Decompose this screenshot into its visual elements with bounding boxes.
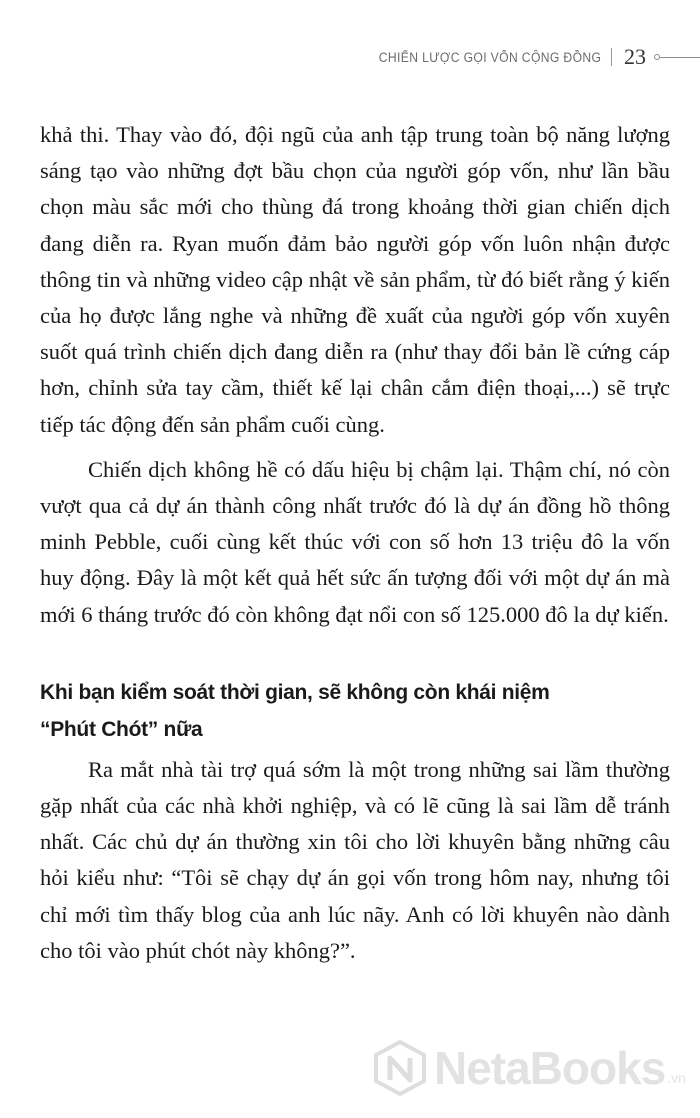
paragraph: Chiến dịch không hề có dấu hiệu bị chậm lại. Thậm chí, nó còn vượt qua cả dự án thành công nhất trước đó là dự án đồng hồ thông minh Pebble, cuối cùng kết thúc với con số hơn 13 triệu đô la vốn huy động. Đây là một kết quả hết sức ấn tượng đối với một dự án mà mới 6 tháng trước đó còn không đạt nổi con số 125.000 đô la dự kiến. xyxy=(40,456,670,627)
paragraph-continued: khả thi. Thay vào đó, đội ngũ của anh tập trung toàn bộ năng lượng sáng tạo vào những đợt bầu chọn của người góp vốn, như lần bầu chọn màu sắc mới cho thùng đá trong khoảng thời gian chiến dịch đang diễn ra. Ryan muốn đảm bảo người góp vốn luôn nhận được thông tin và những video cập nhật về sản phẩm, từ đó biết rằng ý kiến của họ được lắng nghe và những đề xuất của người góp vốn xuyên suốt quá trình chiến dịch đang diễn ra (như thay đổi bản lề cứng cáp hơn, chỉnh sửa tay cầm, thiết kế lại chân cắm điện thoại,...) sẽ trực tiếp tác động đến sản phẩm cuối cùng. xyxy=(40,122,670,437)
running-title: CHIẾN LƯỢC GỌI VỐN CỘNG ĐỒNG xyxy=(378,49,601,65)
watermark-brand: NetaBooks xyxy=(434,1042,666,1094)
page-body xyxy=(40,117,670,969)
section-heading-line-2: “Phút Chót” nữa xyxy=(40,717,203,741)
section-heading xyxy=(40,674,670,748)
header-ornament xyxy=(654,54,700,60)
section-paragraph: Ra mắt nhà tài trợ quá sớm là một trong những sai lầm thường gặp nhất của các nhà khởi nghiệp, và có lẽ cũng là sai lầm dễ tránh nhất. Các chủ dự án thường xin tôi cho lời khuyên bằng những câu hỏi kiểu như: “Tôi sẽ chạy dự án gọi vốn trong hôm nay, nhưng tôi chỉ mới tìm thấy blog của anh lúc nãy. Anh có lời khuyên nào dành cho tôi vào phút chót này không?”. xyxy=(40,756,670,963)
section-heading-line-1: Khi bạn kiểm soát thời gian, sẽ không còn khái niệm xyxy=(40,680,550,704)
netabooks-logo-icon xyxy=(372,1040,428,1096)
ornament-line xyxy=(660,57,700,58)
watermark-suffix: .vn xyxy=(667,1070,686,1086)
header-separator xyxy=(611,48,612,66)
page-number: 23 xyxy=(624,44,646,69)
running-header xyxy=(354,40,700,74)
watermark xyxy=(372,1040,686,1096)
